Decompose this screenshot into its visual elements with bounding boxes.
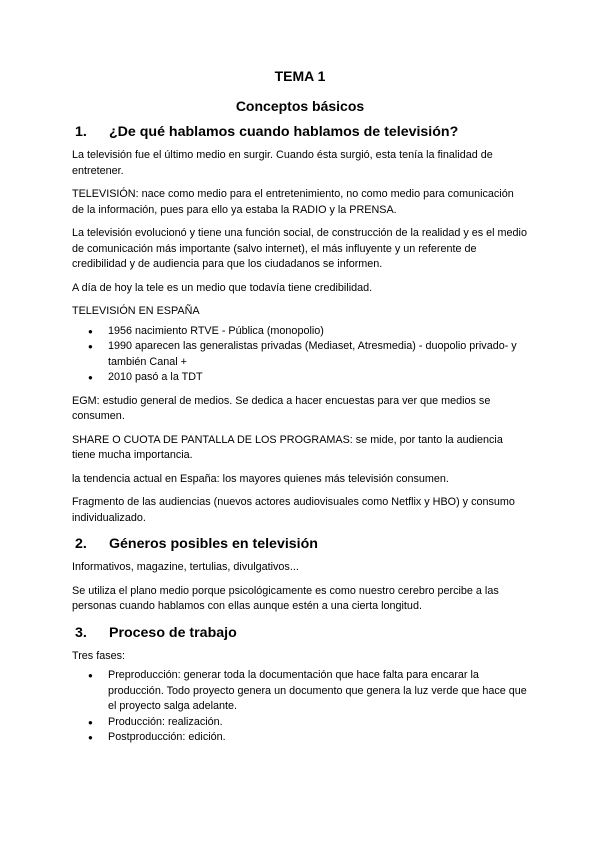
paragraph: Tres fases: — [72, 649, 125, 662]
paragraph: TELEVISIÓN: nace como medio para el entretenimiento, no como medio para comunicación de la información, pues para ello ya estaba la RADIO y la PRENSA. — [72, 188, 514, 216]
paragraph: TELEVISIÓN EN ESPAÑA — [72, 305, 200, 317]
section-heading-3 — [72, 625, 528, 641]
paragraph: Fragmento de las audiencias (nuevos actores audiovisuales como Netflix y HBO) y consumo individualizado. — [72, 496, 515, 524]
section-title: Géneros posibles en televisión — [109, 536, 318, 552]
section-heading-1 — [72, 124, 528, 140]
paragraph: Se utiliza el plano medio porque psicológicamente es como nuestro cerebro percibe a las personas cuando hablamos con ellas aunque estén a una cierta longitud. — [72, 584, 499, 612]
paragraph: La televisión evolucionó y tiene una función social, de construcción de la realidad y es el medio de comunicación más importante (salvo internet), el más influyente y un referente de credibilidad y de audiencia para que los ciudadanos se informen. — [72, 227, 527, 270]
section-heading-2 — [72, 536, 528, 552]
list-item: ● Producción: realización. — [106, 715, 528, 731]
document-title: TEMA 1 — [274, 68, 326, 84]
list-item: ● 2010 pasó a la TDT — [106, 370, 528, 386]
list-item: ● 1956 nacimiento RTVE - Pública (monopolio) — [106, 324, 528, 340]
section-number: 1. — [75, 124, 87, 140]
section-number: 2. — [75, 536, 87, 552]
list-item: ● Preproducción: generar toda la documentación que hace falta para encarar la producción. Todo proyecto genera un documento que genera la luz verde que hace que el proyecto salga adelante. — [106, 668, 528, 715]
section-number: 3. — [75, 624, 87, 641]
bullet-list-phases — [72, 668, 528, 746]
paragraph: SHARE O CUOTA DE PANTALLA DE LOS PROGRAMAS: se mide, por tanto la audiencia tiene mucha importancia. — [72, 433, 503, 461]
list-item: ● Postproducción: edición. — [106, 730, 528, 746]
paragraph: EGM: estudio general de medios. Se dedica a hacer encuestas para ver que medios se consumen. — [72, 394, 491, 422]
document-page — [72, 68, 528, 746]
paragraph: Informativos, magazine, tertulias, divulgativos... — [72, 561, 299, 573]
document-subtitle: Conceptos básicos — [235, 98, 365, 114]
bullet-list-spain — [72, 324, 528, 386]
paragraph: A día de hoy la tele es un medio que todavía tiene credibilidad. — [72, 281, 373, 294]
paragraph: la tendencia actual en España: los mayores quienes más televisión consumen. — [72, 472, 449, 485]
list-item: ● 1990 aparecen las generalistas privadas (Mediaset, Atresmedia) - duopolio privado- y también Canal + — [106, 339, 528, 370]
section-title: ¿De qué hablamos cuando hablamos de televisión? — [109, 124, 459, 140]
paragraph: La televisión fue el último medio en surgir. Cuando ésta surgió, esta tenía la finalidad de entretener. — [72, 149, 493, 177]
section-title: Proceso de trabajo — [109, 624, 237, 641]
